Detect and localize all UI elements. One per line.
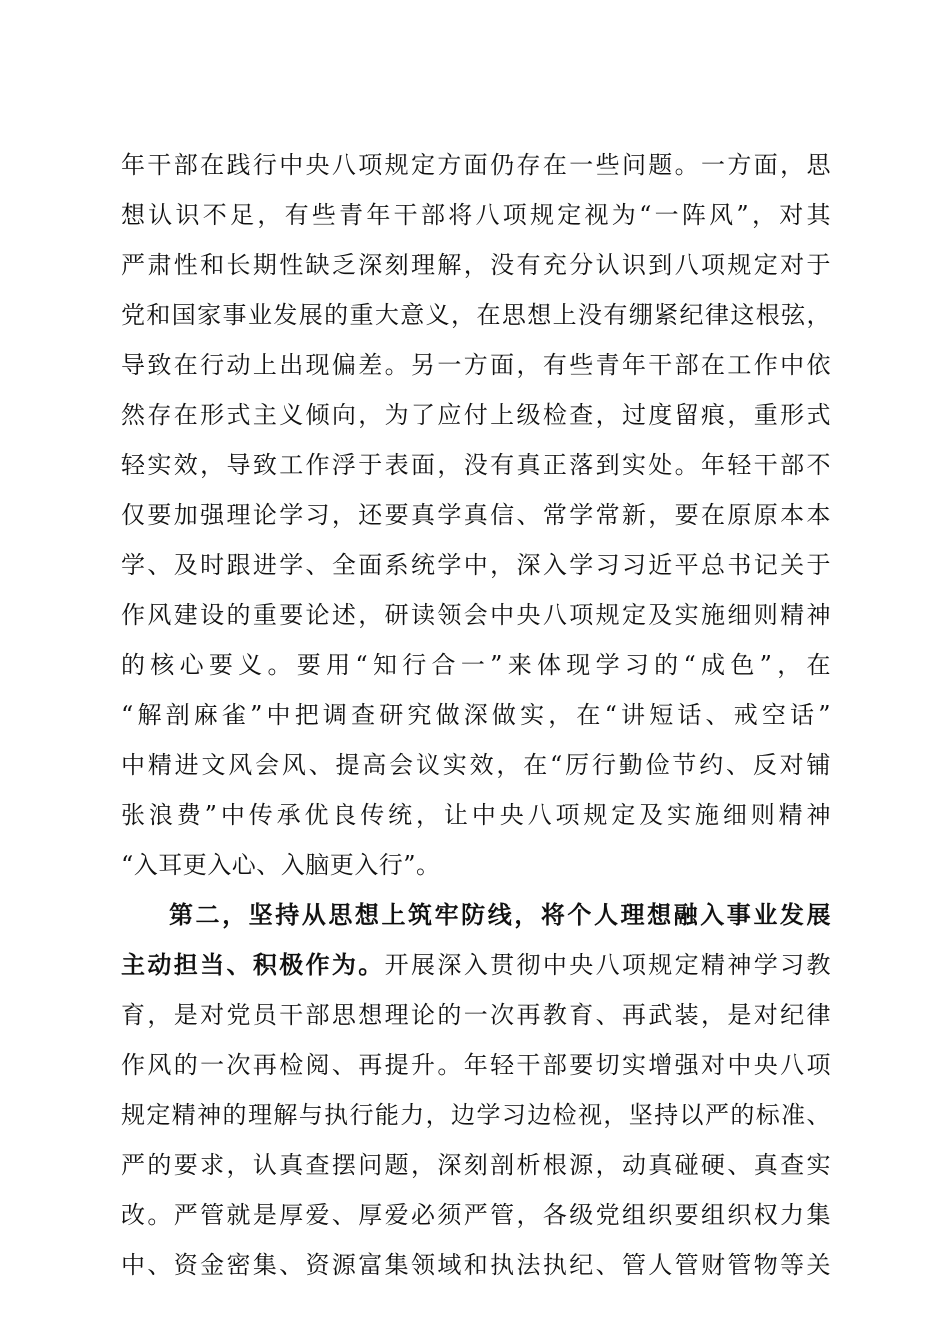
- text-line: 中、资金密集、资源富集领域和执法执纪、管人管财管物等关: [121, 1251, 831, 1279]
- text-line: “解剖麻雀”中把调查研究做深做实，在“讲短话、戒空话”: [121, 701, 831, 729]
- text-line: 导致在行动上出现偏差。另一方面，有些青年干部在工作中依: [121, 351, 831, 379]
- text-line: 想认识不足，有些青年干部将八项规定视为“一阵风”，对其: [121, 201, 831, 229]
- text-line-mixed: [121, 940, 831, 990]
- text-line: 年干部在践行中央八项规定方面仍存在一些问题。一方面，思: [121, 151, 831, 179]
- document-body: [121, 140, 831, 1290]
- text-line: 改。严管就是厚爱、厚爱必须严管，各级党组织要组织权力集: [121, 1201, 831, 1229]
- text-line: 轻实效，导致工作浮于表面，没有真正落到实处。年轻干部不: [121, 451, 831, 479]
- text-line: 中精进文风会风、提高会议实效，在“厉行勤俭节约、反对铺: [121, 751, 831, 779]
- text-line: 的核心要义。要用“知行合一”来体现学习的“成色”，在: [121, 651, 831, 679]
- text-line: 规定精神的理解与执行能力，边学习边检视，坚持以严的标准、: [121, 1101, 831, 1129]
- text-line: 作风建设的重要论述，研读领会中央八项规定及实施细则精神: [121, 601, 831, 629]
- text-line-tail: 开展深入贯彻中央八项规定精神学习教: [384, 951, 831, 979]
- text-line: 党和国家事业发展的重大意义，在思想上没有绷紧纪律这根弦，: [121, 301, 831, 329]
- text-line: 育，是对党员干部思想理论的一次再教育、再武装，是对纪律: [121, 1001, 831, 1029]
- text-line: “入耳更入心、入脑更入行”。: [121, 851, 441, 879]
- text-line: 严的要求，认真查摆问题，深刻剖析根源，动真碰硬、真查实: [121, 1151, 831, 1179]
- section-heading-tail: 主动担当、积极作为。: [121, 950, 385, 979]
- text-line: 学、及时跟进学、全面系统学中，深入学习习近平总书记关于: [121, 551, 831, 579]
- text-line: 然存在形式主义倾向，为了应付上级检查，过度留痕，重形式: [121, 401, 831, 429]
- text-line: 作风的一次再检阅、再提升。年轻干部要切实增强对中央八项: [121, 1051, 831, 1079]
- text-line: 仅要加强理论学习，还要真学真信、常学常新，要在原原本本: [121, 501, 831, 529]
- text-line: 严肃性和长期性缺乏深刻理解，没有充分认识到八项规定对于: [121, 251, 831, 279]
- text-line: 张浪费”中传承优良传统，让中央八项规定及实施细则精神: [121, 801, 831, 829]
- section-heading-line: 第二，坚持从思想上筑牢防线，将个人理想融入事业发展: [169, 900, 831, 929]
